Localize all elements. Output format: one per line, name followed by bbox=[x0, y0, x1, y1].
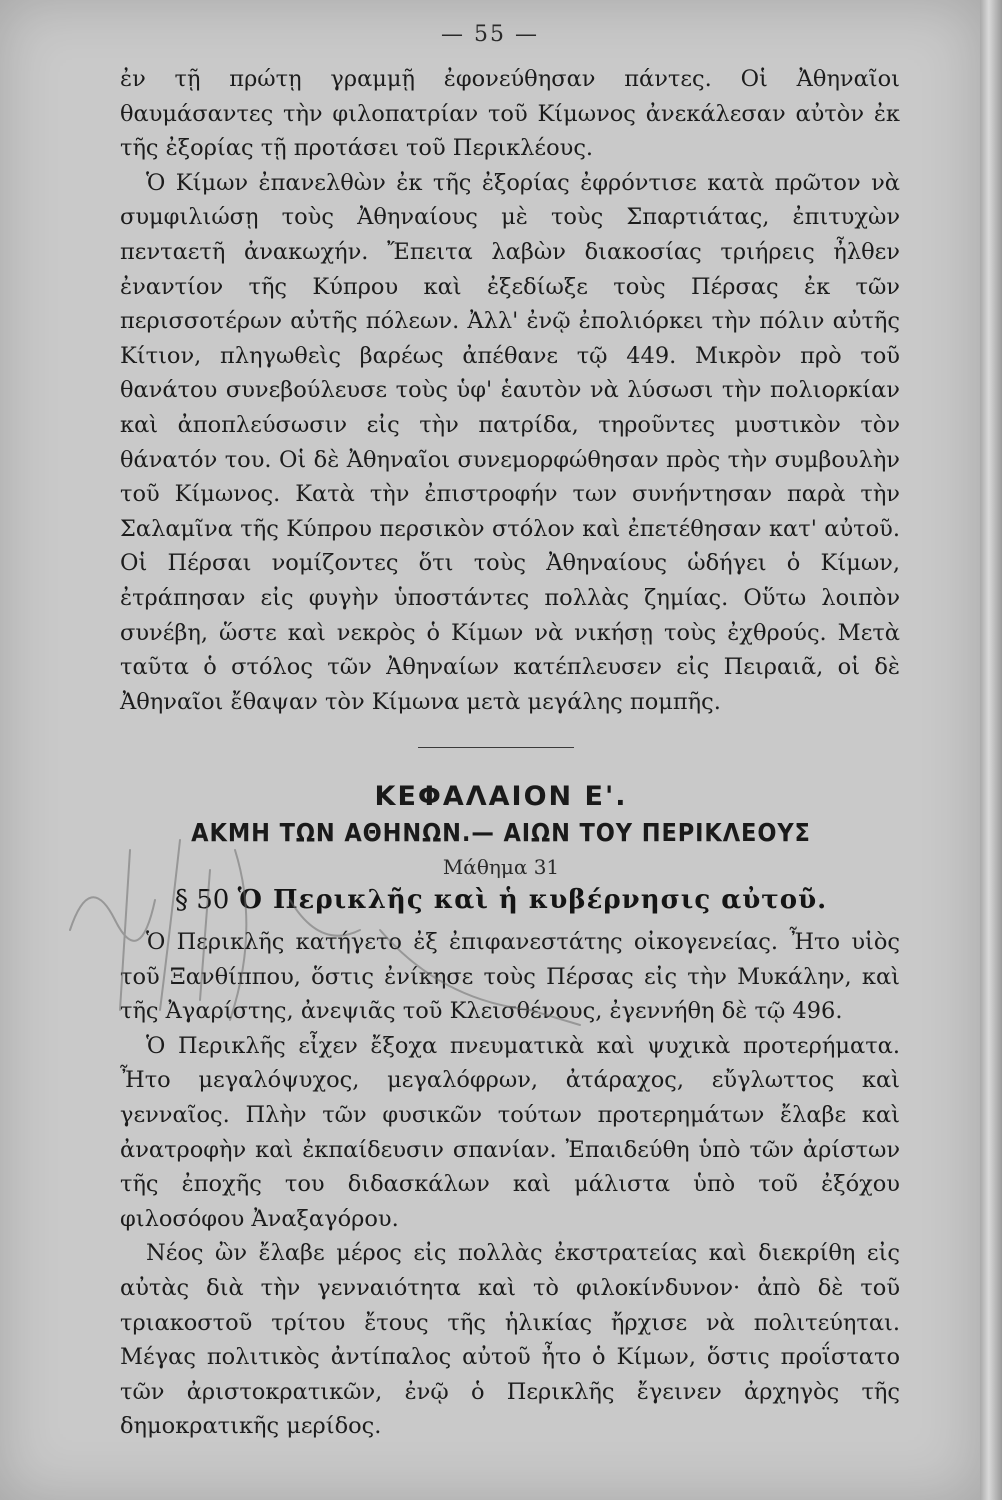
paragraph-pericles-virtues: Ὁ Περικλῆς εἶχεν ἔξοχα πνευματικὰ καὶ ψυχικὰ προτερήματα. Ἦτο μεγαλόψυχος, μεγαλόφρων, ἀτάραχος, εὔγλωττος καὶ γενναῖος. Πλὴν τῶν φυσικῶν τούτων προτερημάτων ἔλαβε καὶ ἀνατροφὴν καὶ ἐκπαίδευσιν σπανίαν. Ἐπαιδεύθη ὑπὸ τῶν ἀρίστων τῆς ἐποχῆς του διδασκάλων καὶ μάλιστα ὑπὸ τοῦ ἐξόχου φιλοσόφου Ἀναξαγόρου. bbox=[120, 1032, 900, 1232]
section-number: § 50 bbox=[175, 885, 230, 915]
paragraph-pericles-family: Ὁ Περικλῆς κατήγετο ἐξ ἐπιφανεστάτης οἰκογενείας. Ἦτο υἱὸς τοῦ Ξανθίππου, ὅστις ἐνίκησε τοὺς Πέρσας εἰς τὴν Μυκάλην, καὶ τῆς Ἀγαρίστης, ἀνεψιᾶς τοῦ Κλεισθένους, ἐγεννήθη δὲ τῷ 496. bbox=[120, 929, 900, 1025]
paragraph-pericles-career: Νέος ὢν ἔλαβε μέρος εἰς πολλὰς ἐκστρατείας καὶ διεκρίθη εἰς αὐτὰς διὰ τὴν γενναιότητα καὶ τὸ φιλοκίνδυνον· ἀπὸ δὲ τοῦ τριακοστοῦ τρίτου ἔτους τῆς ἡλικίας ἤρχισε νὰ πολιτεύηται. Μέγας πολιτικὸς ἀντίπαλος αὐτοῦ ἦτο ὁ Κίμων, ὅστις προΐστατο τῶν ἀριστοκρατικῶν, ἐνῷ ὁ Περικλῆς ἔγεινεν ἀρχηγὸς τῆς δημοκρατικῆς μερίδος. bbox=[120, 1240, 900, 1440]
top-text-block bbox=[120, 62, 900, 719]
lesson-label: Μάθημα 31 bbox=[442, 855, 560, 879]
page-edge bbox=[980, 0, 1002, 1500]
chapter-subtitle: ΑΚΜΗ ΤΩΝ ΑΘΗΝΩΝ.— ΑΙΩΝ ΤΟΥ ΠΕΡΙΚΛΕΟΥΣ bbox=[191, 818, 811, 847]
paragraph-kimon-cyprus: Ὁ Κίμων ἐπανελθὼν ἐκ τῆς ἐξορίας ἐφρόντισε κατὰ πρῶτον νὰ συμφιλιώσῃ τοὺς Ἀθηναίους μὲ τοὺς Σπαρτιάτας, ἐπιτυχὼν πενταετῆ ἀνακωχήν. Ἔπειτα λαβὼν διακοσίας τριήρεις ἦλθεν ἐναντίον τῆς Κύπρου καὶ ἐξεδίωξε τοὺς Πέρσας ἐκ τῶν περισσοτέρων αὐτῆς πόλεων. Ἀλλ' ἐνῷ ἐπολιόρκει τὴν πόλιν αὐτῆς Κίτιον, πληγωθεὶς βαρέως ἀπέθανε τῷ 449. Μικρὸν πρὸ τοῦ θανάτου συνεβούλευσε τοὺς ὑφ' ἑαυτὸν νὰ λύσωσι τὴν πολιορκίαν καὶ ἀποπλεύσωσιν εἰς τὴν πατρίδα, τηροῦντες μυστικὸν τὸν θάνατόν του. Οἱ δὲ Ἀθηναῖοι συνεμορφώθησαν πρὸς τὴν συμβουλὴν τοῦ Κίμωνος. Κατὰ τὴν ἐπιστροφήν των συνήντησαν παρὰ τὴν Σαλαμῖνα τῆς Κύπρου περσικὸν στόλον καὶ ἐπετέθησαν κατ' αὐτοῦ. Οἱ Πέρσαι νομίζοντες ὅτι τοὺς Ἀθηναίους ὡδήγει ὁ Κίμων, ἐτράπησαν εἰς φυγὴν ὑποστάντες πολλὰς ζημίας. Οὕτω λοιπὸν συνέβη, ὥστε καὶ νεκρὸς ὁ Κίμων νὰ νικήσῃ τοὺς ἐχθρούς. Μετὰ ταῦτα ὁ στόλος τῶν Ἀθηναίων κατέπλευσεν εἰς Πειραιᾶ, οἱ δὲ Ἀθηναῖοι ἔθαψαν τὸν Κίμωνα μετὰ μεγάλης πομπῆς. bbox=[120, 169, 900, 715]
section-title: Ὁ Περικλῆς καὶ ἡ κυβέρνησις αὐτοῦ. bbox=[237, 885, 828, 915]
page-number: — 55 — bbox=[441, 22, 539, 47]
chapter-title: ΚΕΦΑΛΑΙΟΝ Ε'. bbox=[374, 781, 628, 812]
pencil-scribble bbox=[60, 810, 600, 1040]
paragraph-kimon-recall: ἐν τῇ πρώτῃ γραμμῇ ἐφονεύθησαν πάντες. Οἱ Ἀθηναῖοι θαυμάσαντες τὴν φιλοπατρίαν τοῦ Κίμωνος ἀνεκάλεσαν αὐτὸν ἐκ τῆς ἐξορίας τῇ προτάσει τοῦ Περικλέους. bbox=[120, 66, 900, 162]
section-divider bbox=[418, 747, 574, 748]
